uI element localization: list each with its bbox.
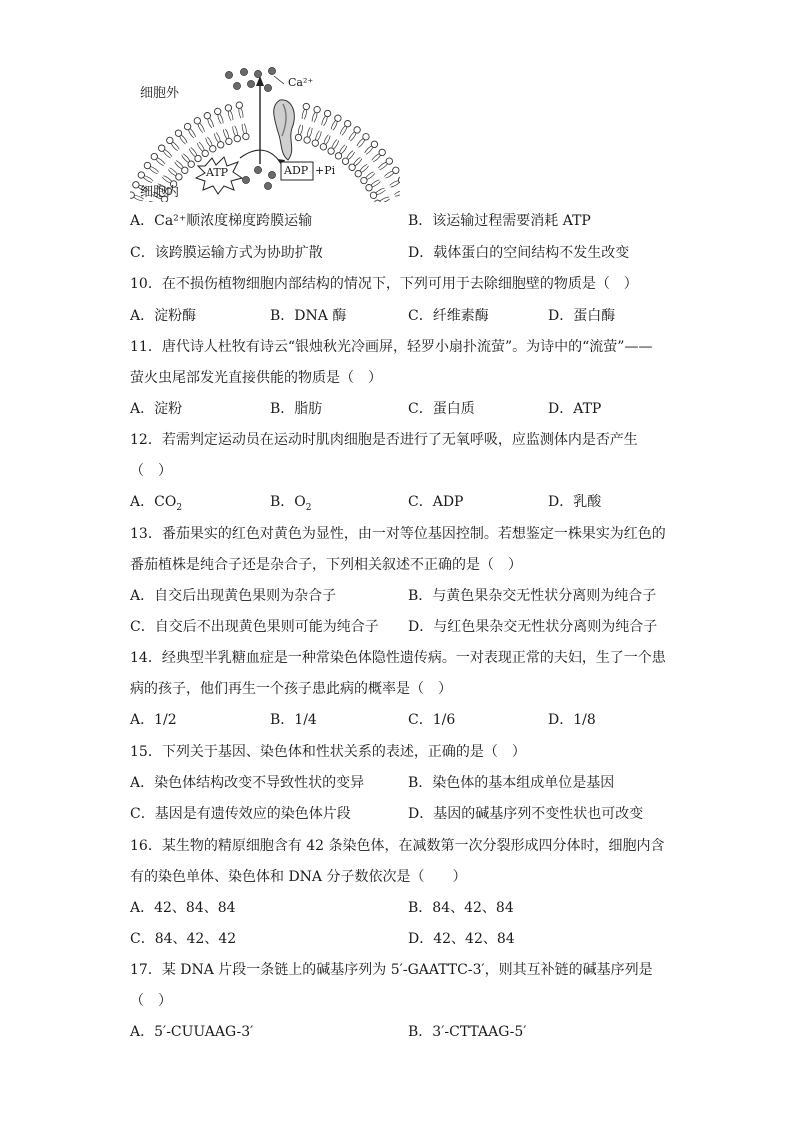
q14-option-d: D．1/8 — [548, 712, 596, 728]
ca-label: Ca²⁺ — [288, 76, 314, 89]
q13-option-c: C．自交后不出现黄色果则可能为纯合子 — [130, 619, 379, 635]
phospholipid-outer — [203, 111, 216, 128]
q15-stem: 15．下列关于基因、染色体和性状关系的表述，正确的是（ ） — [130, 744, 526, 760]
q12-option-b-text: B．O — [270, 494, 306, 510]
q12-stem-line1: 12．若需判定运动员在运动时肌肉细胞是否进行了无氧呼吸，应监测体内是否产生 — [130, 432, 638, 448]
q11-option-b: B．脂肪 — [270, 401, 323, 417]
phospholipid-outer — [174, 129, 189, 146]
q10-option-d: D．蛋白酶 — [548, 308, 616, 324]
phospholipid-outer — [370, 148, 386, 164]
phospholipid-outer — [224, 104, 235, 121]
q9-option-b: B．该运输过程需要消耗 ATP — [408, 213, 591, 229]
q10-stem: 10．在不损伤植物细胞内部结构的情况下，下列可用于去除细胞壁的物质是（ ） — [130, 276, 638, 292]
inside-label: 细胞内 — [140, 185, 180, 200]
q9-option-a: A．Ca²⁺顺浓度梯度跨膜运输 — [130, 213, 313, 229]
phospholipid-outer — [329, 114, 342, 131]
q9-option-d: D．载体蛋白的空间结构不发生改变 — [408, 245, 630, 261]
q13-option-a: A．自交后出现黄色果则为杂合子 — [130, 588, 337, 604]
phospholipid-outer — [398, 196, 400, 202]
q12-option-b-subscript: 2 — [305, 502, 312, 513]
q11-stem-line1: 11．唐代诗人杜牧有诗云“银烛秋光冷画屏，轻罗小扇扑流萤”。为诗中的“流萤”—— — [130, 339, 653, 355]
q12-option-b — [270, 492, 312, 518]
q13-option-d: D．与红色果杂交无性状分离则为纯合子 — [408, 619, 658, 635]
phospholipid-outer — [389, 176, 400, 189]
q12-option-d: D．乳酸 — [548, 494, 602, 510]
phospholipid-outer — [383, 166, 400, 180]
q14-stem-line1: 14．经典型半乳糖血症是一种常染色体隐性遗传病。一对表现正常的夫妇，生了一个患 — [130, 650, 666, 666]
phospholipid-outer — [310, 106, 321, 123]
phospholipid-outer — [338, 119, 352, 136]
q13-option-b: B．与黄色果杂交无性状分离则为纯合子 — [408, 588, 657, 604]
phospholipid-outer — [363, 140, 379, 156]
q17-stem-line1: 17．某 DNA 片段一条链上的碱基序列为 5′-GAATTC-3′，则其互补链的碱基序列是 — [130, 962, 653, 978]
phospholipid-outer — [150, 152, 167, 167]
q15-option-b: B．染色体的基本组成单位是基因 — [408, 775, 615, 791]
q16-stem-line2: 有的染色单体、染色体和 DNA 分子数依次是（ ） — [130, 869, 467, 885]
q16-stem-line1: 16．某生物的精原细胞含有 42 条染色体，在减数第一次分裂形成四分体时，细胞内含 — [130, 838, 665, 854]
adp-label: ADP — [284, 164, 309, 177]
q12-stem-line2: （ ） — [130, 463, 172, 479]
phospholipid-outer — [183, 122, 197, 139]
q16-option-a: A．42、84、84 — [130, 900, 236, 916]
q14-option-c: C．1/6 — [408, 712, 456, 728]
q14-stem-line2: 病的孩子，他们再生一个孩子患此病的概率是（ ） — [130, 681, 452, 697]
q11-option-c: C．蛋白质 — [408, 401, 475, 417]
q16-option-c: C．84、42、42 — [130, 931, 237, 947]
q12-option-a-subscript: 2 — [176, 502, 183, 513]
q15-option-d: D．基因的碱基序列不变性状也可改变 — [408, 806, 644, 822]
q17-option-b: B．3′-CTTAAG-5′ — [408, 1024, 527, 1040]
q17-option-a: A．5′-CUUAAG-3′ — [130, 1024, 254, 1040]
q12-option-c: C．ADP — [408, 494, 464, 510]
pi-label: +Pi — [315, 164, 336, 177]
q11-stem-line2: 萤火虫尾部发光直接供能的物质是（ ） — [130, 370, 382, 386]
q12-option-a — [130, 492, 182, 518]
phospholipid-outer — [393, 186, 400, 199]
atp-label: ATP — [206, 166, 229, 179]
q10-option-c: C．纤维素酶 — [408, 308, 489, 324]
q15-option-a: A．染色体结构改变不导致性状的变异 — [130, 775, 365, 791]
phospholipid-outer — [377, 157, 394, 172]
q11-option-a: A．淀粉 — [130, 401, 183, 417]
q14-option-b: B．1/4 — [270, 712, 317, 728]
q15-option-c: C．基因是有遗传效应的染色体片段 — [130, 806, 351, 822]
q17-stem-line2: （ ） — [130, 993, 172, 1009]
outside-label: 细胞外 — [140, 86, 180, 101]
q16-option-d: D．42、42、84 — [408, 931, 515, 947]
phospholipid-outer — [355, 132, 370, 149]
phospholipid-outer — [300, 103, 310, 120]
phospholipid-outer — [214, 107, 226, 124]
q13-stem-line2: 番茄植株是纯合子还是杂合子，下列相关叙述不正确的是（ ） — [130, 557, 522, 573]
phospholipid-outer — [165, 136, 181, 152]
phospholipid-outer — [236, 101, 246, 118]
q10-option-b: B．DNA 酶 — [270, 308, 347, 324]
q14-option-a: A．1/2 — [130, 712, 177, 728]
phospholipid-outer — [320, 109, 332, 126]
phospholipid-inner — [295, 124, 305, 141]
membrane-figure — [130, 62, 400, 202]
q16-option-b: B．84、42、84 — [408, 900, 514, 916]
phospholipid-outer — [193, 116, 206, 133]
phospholipid-outer — [157, 144, 173, 160]
phospholipid-inner — [240, 123, 250, 140]
q11-option-d: D．ATP — [548, 401, 602, 417]
phospholipid-outer — [143, 161, 160, 176]
q13-stem-line1: 13．番茄果实的红色对黄色为显性，由一对等位基因控制。若想鉴定一株果实为红色的 — [130, 526, 666, 542]
phospholipid-outer — [347, 125, 362, 142]
q10-option-a: A．淀粉酶 — [130, 308, 197, 324]
q9-option-c: C．该跨膜运输方式为协助扩散 — [130, 245, 323, 261]
q12-option-a-text: A．CO — [130, 494, 177, 510]
